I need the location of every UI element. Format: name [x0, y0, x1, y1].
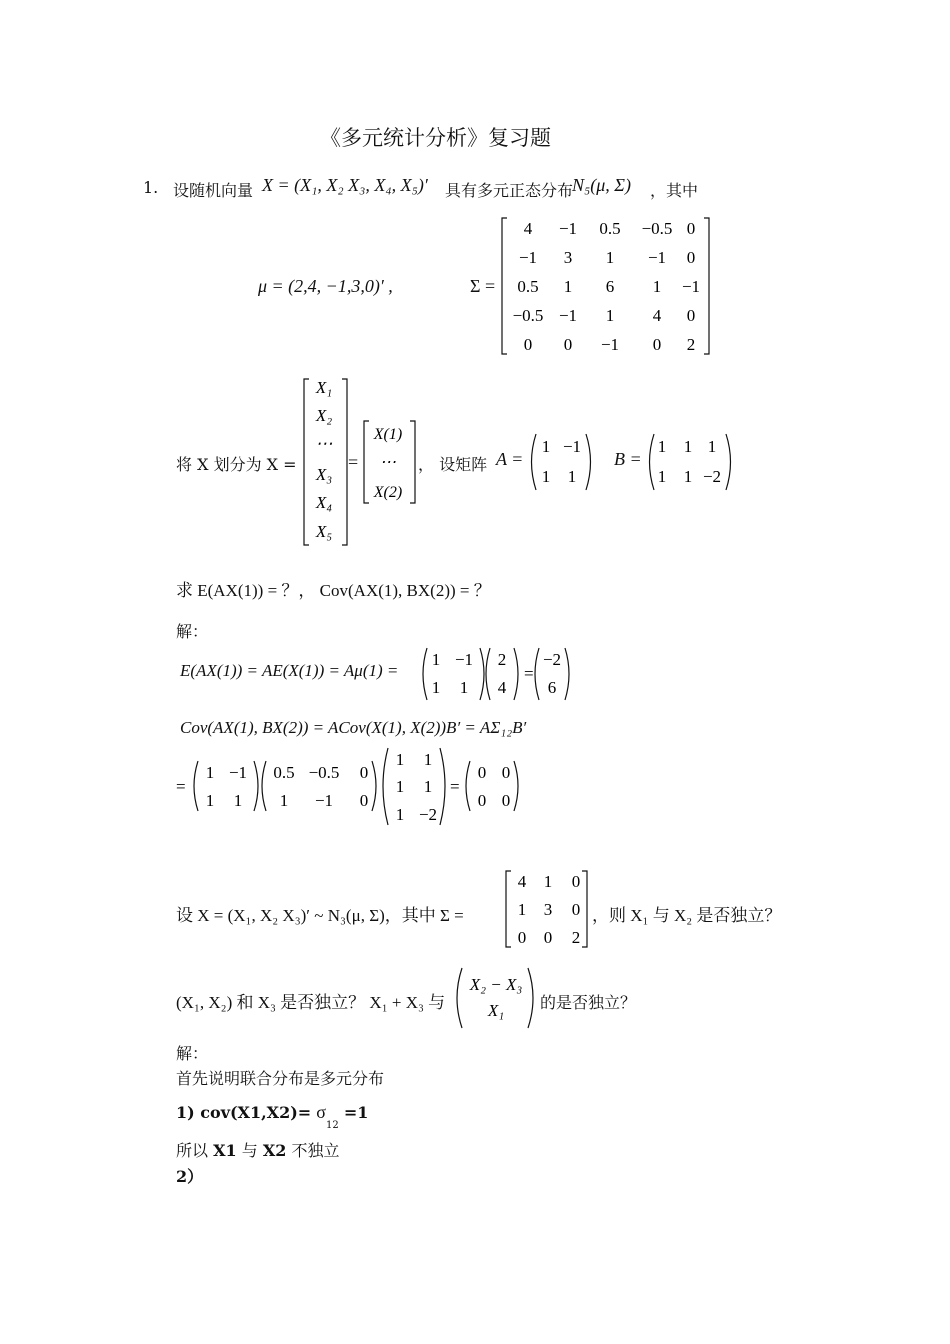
eq1-result-cell: 6 — [547, 678, 557, 697]
partition-text: 将 X 划分为 X = — [176, 455, 297, 474]
B-matrix-cell: 1 — [657, 467, 667, 486]
sigma-matrix-cell: 1 — [605, 306, 615, 325]
B-label: B = — [614, 449, 642, 469]
x-partition-cell: X₂ — [315, 406, 333, 425]
sigma-matrix-cell: 6 — [605, 277, 615, 296]
eq3-Bt-cell: 1 — [423, 750, 433, 769]
step1-text: 1) cov(X1,X2)= — [176, 1103, 312, 1122]
eq3-sigma12-cell: 0 — [359, 763, 369, 782]
mu-vector: μ = (2,4, −1,3,0)′ , — [258, 276, 393, 296]
sigma-matrix-cell: −1 — [558, 219, 578, 238]
conclusion-post: 不独立 — [291, 1141, 340, 1160]
A-matrix-cell: 1 — [567, 467, 577, 486]
eq3-result-cell: 0 — [501, 791, 511, 810]
x-partition-vector — [302, 376, 350, 548]
eq3-result-cell: 0 — [501, 763, 511, 782]
eq3-sigma12-cell: −1 — [314, 791, 334, 810]
q2-sigma-cell: 1 — [517, 900, 527, 919]
sigma-matrix-cell: 0 — [523, 335, 533, 354]
eq3-Bt-cell: 1 — [395, 777, 405, 796]
sigma-matrix-cell: 1 — [652, 277, 662, 296]
sigma-matrix-cell: −1 — [681, 277, 701, 296]
q2-sigma-cell: 0 — [571, 872, 581, 891]
eq1-A-cell: 1 — [431, 650, 441, 669]
matrix-text: ， 设矩阵 — [418, 455, 488, 474]
q2-sigma-cell: 2 — [571, 928, 581, 947]
x-partition-cell: ⋯ — [315, 434, 333, 453]
eq3-A-cell: 1 — [205, 763, 215, 782]
B-matrix — [644, 432, 736, 492]
q2-sigma-cell: 3 — [543, 900, 553, 919]
eq3-sigma12-cell: 1 — [279, 791, 289, 810]
step1-value: =1 — [343, 1103, 369, 1122]
eq3-sigma12-cell: 0 — [359, 791, 369, 810]
svg-text:=: = — [450, 777, 460, 796]
sigma-symbol: σ — [316, 1102, 326, 1122]
q2-line2-vector — [452, 966, 538, 1030]
x-block-cell: X(1) — [373, 426, 403, 443]
q1-ask: 求 E(AX(1)) = ？， Cov(AX(1), BX(2)) = ？ — [176, 581, 491, 600]
x-partition-cell: X₅ — [315, 522, 333, 541]
sigma-matrix-cell: 0 — [652, 335, 662, 354]
eq1-mu-cell: 2 — [497, 650, 507, 669]
sigma-matrix-cell: 4 — [652, 306, 662, 325]
x-block-cell: ⋯ — [380, 454, 396, 471]
sigma-matrix-cell: 0 — [686, 248, 696, 267]
x-partition-cell: X₄ — [315, 493, 333, 512]
sigma-matrix-cell: −1 — [647, 248, 667, 267]
q2-line2-post: 的是否独立？ — [540, 993, 637, 1012]
sigma-matrix-cell: −1 — [518, 248, 538, 267]
x-block-vector — [362, 418, 418, 506]
q1-dist-text: 具有多元正态分布 — [445, 181, 574, 200]
svg-text:=: = — [176, 777, 186, 796]
eq3-Bt-cell: −2 — [418, 805, 438, 824]
sigma-matrix-cell: −0.5 — [512, 306, 544, 325]
eq3-result-cell: 0 — [477, 791, 487, 810]
eq3-matrices — [176, 745, 536, 829]
q2-sigma-cell: 4 — [517, 872, 527, 891]
q2-line1-pre: 设 X = (X₁, X₂ X₃)′ ~ N₃(μ, Σ)，其中 Σ = — [176, 906, 464, 925]
sigma-matrix-cell: 0 — [686, 219, 696, 238]
eq2-text: Cov(AX(1), BX(2)) = ACov(X(1), X(2))B′ = AΣ₁₂B′ — [180, 718, 527, 737]
x-partition-cell: X₁ — [315, 378, 333, 397]
x-partition-cell: X₃ — [315, 465, 333, 484]
eq1-matrices — [418, 646, 572, 702]
sigma-matrix-cell: 2 — [686, 335, 696, 354]
eq3-sigma12-cell: 0.5 — [273, 763, 295, 782]
q1-lead-text: 设随机向量 — [173, 181, 254, 200]
sigma-matrix — [500, 215, 712, 357]
q1-dist: N₅(μ, Σ) — [572, 175, 631, 195]
q2-sigma-cell: 0 — [571, 900, 581, 919]
eq1-A-cell: 1 — [459, 678, 469, 697]
sigma-matrix-cell: −1 — [558, 306, 578, 325]
eq1-A-cell: −1 — [454, 650, 474, 669]
A-matrix-cell: −1 — [562, 437, 582, 456]
sigma-subscript: 12 — [326, 1120, 339, 1131]
q2-sigma-matrix — [504, 868, 590, 950]
eq3-A-cell: −1 — [228, 763, 248, 782]
sigma-matrix-cell: 1 — [563, 277, 573, 296]
conclusion-mid: 与 — [241, 1141, 258, 1160]
sigma-matrix-cell: 3 — [563, 248, 573, 267]
eq3-result-cell: 0 — [477, 763, 487, 782]
eq3-Bt-cell: 1 — [395, 750, 405, 769]
x-block-cell: X(2) — [373, 484, 403, 501]
eq3-Bt-cell: 1 — [423, 777, 433, 796]
q1-vector: X = (X₁, X₂ X₃, X₄, X₅)′ — [262, 175, 428, 195]
A-matrix — [526, 432, 596, 492]
sigma-matrix-cell: 4 — [523, 219, 533, 238]
q2-sigma-cell: 0 — [543, 928, 553, 947]
A-matrix-cell: 1 — [541, 437, 551, 456]
question-number: 1. — [143, 178, 159, 197]
sigma-matrix-cell: −0.5 — [641, 219, 673, 238]
B-matrix-cell: 1 — [657, 437, 667, 456]
A-matrix-cell: 1 — [541, 467, 551, 486]
eq1-result-cell: −2 — [542, 650, 562, 669]
sigma-matrix-cell: 0.5 — [599, 219, 621, 238]
sigma-matrix-cell: 0.5 — [517, 277, 539, 296]
equals-sign: = — [348, 452, 359, 472]
step2-text: 2） — [176, 1167, 204, 1186]
page-title: 《多元统计分析》复习题 — [320, 126, 551, 150]
eq1-text: E(AX(1)) = AE(X(1)) = Aμ(1) = — [180, 661, 399, 680]
eq3-sigma12-cell: −0.5 — [308, 763, 340, 782]
q2-sigma-cell: 0 — [517, 928, 527, 947]
q2-sigma-cell: 1 — [543, 872, 553, 891]
q1-tail: ，其中 — [650, 181, 699, 200]
q1-solution-label: 解： — [176, 622, 209, 641]
conclusion-pre: 所以 — [176, 1141, 209, 1160]
eq3-Bt-cell: 1 — [395, 805, 405, 824]
sigma-label: Σ = — [470, 276, 496, 296]
sigma-matrix-cell: 1 — [605, 248, 615, 267]
q2-vector-cell: X₁ — [487, 1001, 505, 1020]
q2-line2-pre: (X₁, X₂) 和 X₃ 是否独立？ X₁ + X₃ 与 — [176, 993, 446, 1012]
q2-line1-post: ，则 X₁ 与 X₂ 是否独立？ — [592, 906, 782, 925]
eq1-A-cell: 1 — [431, 678, 441, 697]
svg-text:=: = — [524, 664, 534, 683]
sigma-matrix-cell: 0 — [563, 335, 573, 354]
q2-solution-label: 解： — [176, 1044, 209, 1063]
A-label: A = — [496, 449, 524, 469]
B-matrix-cell: 1 — [707, 437, 717, 456]
B-matrix-cell: 1 — [683, 467, 693, 486]
conclusion-x1: X1 — [213, 1141, 237, 1160]
eq1-mu-cell: 4 — [497, 678, 507, 697]
sigma-matrix-cell: −1 — [600, 335, 620, 354]
q2-note: 首先说明联合分布是多元分布 — [176, 1069, 385, 1088]
sigma-matrix-cell: 0 — [686, 306, 696, 325]
q2-vector-cell: X₂ − X₃ — [469, 975, 523, 994]
B-matrix-cell: −2 — [702, 467, 722, 486]
eq3-A-cell: 1 — [233, 791, 243, 810]
conclusion-x2: X2 — [262, 1141, 287, 1160]
eq3-A-cell: 1 — [205, 791, 215, 810]
B-matrix-cell: 1 — [683, 437, 693, 456]
